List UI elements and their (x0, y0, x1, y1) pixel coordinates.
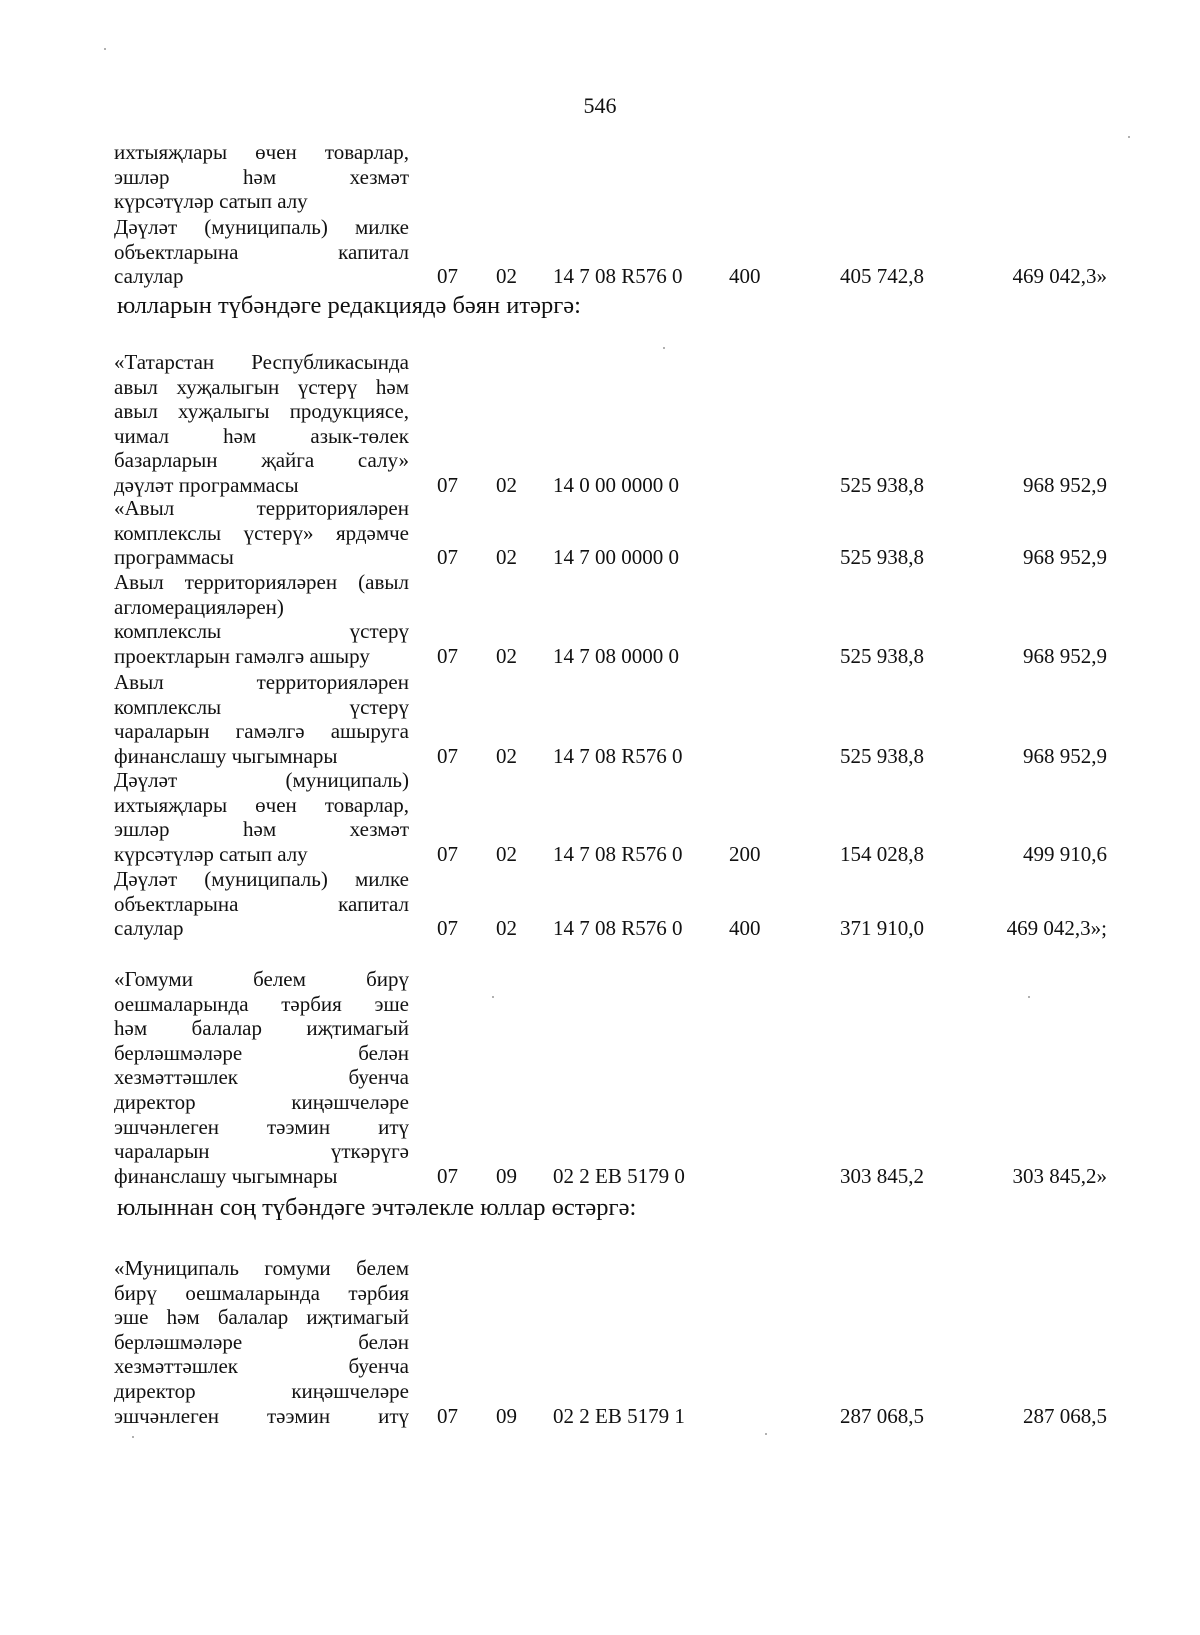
amount-year-1: 287 068,5 (840, 1403, 924, 1428)
description-line: «Муниципаль гомуми белем (114, 1256, 409, 1280)
description-line: финанслашу чыгымнары (114, 743, 338, 768)
target-article-code: 14 7 08 R576 0 (553, 916, 683, 941)
description-line: объектларына капитал (114, 891, 409, 916)
target-article-code: 14 7 08 R576 0 (553, 841, 683, 866)
target-article-code: 14 7 08 R576 0 (553, 264, 683, 289)
table-row (0, 350, 1200, 498)
description-line: чараларын үткәрүгә (114, 1139, 409, 1164)
target-article-code: 02 2 ЕВ 5179 0 (553, 1163, 685, 1188)
subsection-code: 02 (496, 916, 517, 941)
row-description (114, 768, 409, 866)
scan-speck (1128, 136, 1130, 138)
amount-year-1: 371 910,0 (840, 916, 924, 941)
section-code: 07 (437, 1163, 458, 1188)
row-description (114, 670, 409, 768)
description-line: комплекслы үстерү (114, 694, 409, 719)
scan-speck (132, 1436, 134, 1438)
target-article-code: 14 7 08 0000 0 (553, 643, 679, 668)
target-article-code: 14 7 08 R576 0 (553, 743, 683, 768)
scan-speck (765, 1433, 767, 1435)
amount-year-1: 525 938,8 (840, 473, 924, 497)
expense-type-code: 400 (729, 916, 761, 941)
description-line: комплекслы үстерү (114, 619, 409, 644)
amount-year-1: 525 938,8 (840, 743, 924, 768)
description-line: ихтыяҗлары өчен товарлар, (114, 792, 409, 817)
description-line: «Гомуми белем бирү (114, 967, 409, 991)
table-row (0, 768, 1200, 866)
description-line: директор киңәшчеләре (114, 1089, 409, 1114)
description-line: хезмәттәшлек буенча (114, 1065, 409, 1090)
table-row (0, 1256, 1200, 1428)
row-description (114, 867, 409, 941)
subsection-code: 02 (496, 743, 517, 768)
description-line: берләшмәләре белән (114, 1329, 409, 1354)
amount-year-2: 968 952,9 (1023, 743, 1107, 768)
expense-type-code: 400 (729, 264, 761, 289)
row-description (114, 215, 409, 289)
description-line: базарларын җайга салу» (114, 448, 409, 473)
description-line: Авыл территорияләрен (авыл (114, 570, 409, 594)
amount-year-2: 968 952,9 (1023, 473, 1107, 497)
subsection-code: 02 (496, 264, 517, 289)
section-code: 07 (437, 841, 458, 866)
section-code: 07 (437, 643, 458, 668)
description-line: эше һәм балалар иҗтимагый (114, 1305, 409, 1330)
description-line: чараларын гамәлгә ашыруга (114, 719, 409, 744)
row-description (114, 967, 409, 1188)
description-line: комплекслы үстерү» ярдәмче (114, 520, 409, 545)
description-line: Дәүләт (муниципаль) (114, 768, 409, 792)
target-article-code: 02 2 ЕВ 5179 1 (553, 1403, 685, 1428)
target-article-code: 14 0 00 0000 0 (553, 473, 679, 497)
description-line: «Татарстан Республикасында (114, 350, 409, 374)
description-line: хезмәттәшлек буенча (114, 1354, 409, 1379)
row-description (114, 1256, 409, 1428)
description-line: чимал һәм азык-төлек (114, 423, 409, 448)
section-code: 07 (437, 264, 458, 289)
row-description (114, 350, 409, 498)
description-line: бирү оешмаларында тәрбия (114, 1280, 409, 1305)
row-description (114, 570, 409, 668)
section-code: 07 (437, 916, 458, 941)
scan-speck (663, 347, 665, 349)
description-line: авыл хуҗалыгы продукциясе, (114, 399, 409, 424)
table-row (0, 867, 1200, 941)
description-line: Авыл территорияләрен (114, 670, 409, 694)
table-row (0, 967, 1200, 1188)
description-line: директор киңәшчеләре (114, 1378, 409, 1403)
amount-year-2: 287 068,5 (1023, 1403, 1107, 1428)
description-line: ихтыяҗлары өчен товарлар, (114, 140, 409, 164)
description-line: программасы (114, 545, 234, 570)
table-row (0, 215, 1200, 289)
row-description (114, 140, 409, 214)
description-line: оешмаларында тәрбия эше (114, 991, 409, 1016)
section-code: 07 (437, 743, 458, 768)
description-line: финанслашу чыгымнары (114, 1163, 338, 1188)
description-line: «Авыл территорияләрен (114, 496, 409, 520)
amount-year-2: 968 952,9 (1023, 545, 1107, 570)
target-article-code: 14 7 00 0000 0 (553, 545, 679, 570)
amount-year-2: 469 042,3»; (1006, 916, 1107, 941)
instruction-text: юлыннан соң түбәндәге эчтәлекле юллар өстәргә: (117, 1194, 637, 1221)
description-line: эшчәнлеген тәэмин итү (114, 1403, 409, 1428)
table-row (0, 570, 1200, 668)
subsection-code: 09 (496, 1403, 517, 1428)
description-line: эшләр һәм хезмәт (114, 817, 409, 842)
subsection-code: 09 (496, 1163, 517, 1188)
description-line: эшләр һәм хезмәт (114, 164, 409, 189)
amount-year-2: 968 952,9 (1023, 643, 1107, 668)
instruction-text: юлларын түбәндәге редакциядә бәян итәргә: (117, 292, 581, 319)
subsection-code: 02 (496, 545, 517, 570)
description-line: Дәүләт (муниципаль) милке (114, 215, 409, 239)
amount-year-2: 469 042,3» (1012, 264, 1107, 289)
table-row (0, 140, 1200, 214)
section-code: 07 (437, 545, 458, 570)
description-line: агломерацияләрен) (114, 594, 284, 619)
amount-year-1: 405 742,8 (840, 264, 924, 289)
subsection-code: 02 (496, 841, 517, 866)
amount-year-2: 303 845,2» (1012, 1163, 1107, 1188)
amount-year-1: 303 845,2 (840, 1163, 924, 1188)
scan-speck (104, 48, 106, 50)
description-line: берләшмәләре белән (114, 1040, 409, 1065)
description-line: күрсәтүләр сатып алу (114, 189, 308, 214)
description-line: проектларын гамәлгә ашыру (114, 643, 370, 668)
table-row (0, 670, 1200, 768)
amount-year-1: 525 938,8 (840, 643, 924, 668)
description-line: дәүләт программасы (114, 472, 299, 497)
description-line: объектларына капитал (114, 239, 409, 264)
amount-year-1: 154 028,8 (840, 841, 924, 866)
expense-type-code: 200 (729, 841, 761, 866)
description-line: салулар (114, 264, 184, 289)
description-line: һәм балалар иҗтимагый (114, 1016, 409, 1041)
section-code: 07 (437, 473, 458, 497)
section-code: 07 (437, 1403, 458, 1428)
description-line: авыл хуҗалыгын үстерү һәм (114, 374, 409, 399)
subsection-code: 02 (496, 643, 517, 668)
amount-year-2: 499 910,6 (1023, 841, 1107, 866)
table-row (0, 496, 1200, 570)
description-line: эшчәнлеген тәэмин итү (114, 1114, 409, 1139)
row-description (114, 496, 409, 570)
description-line: күрсәтүләр сатып алу (114, 841, 308, 866)
amount-year-1: 525 938,8 (840, 545, 924, 570)
description-line: Дәүләт (муниципаль) милке (114, 867, 409, 891)
description-line: салулар (114, 916, 184, 941)
subsection-code: 02 (496, 473, 517, 497)
page-number: 546 (583, 93, 617, 118)
